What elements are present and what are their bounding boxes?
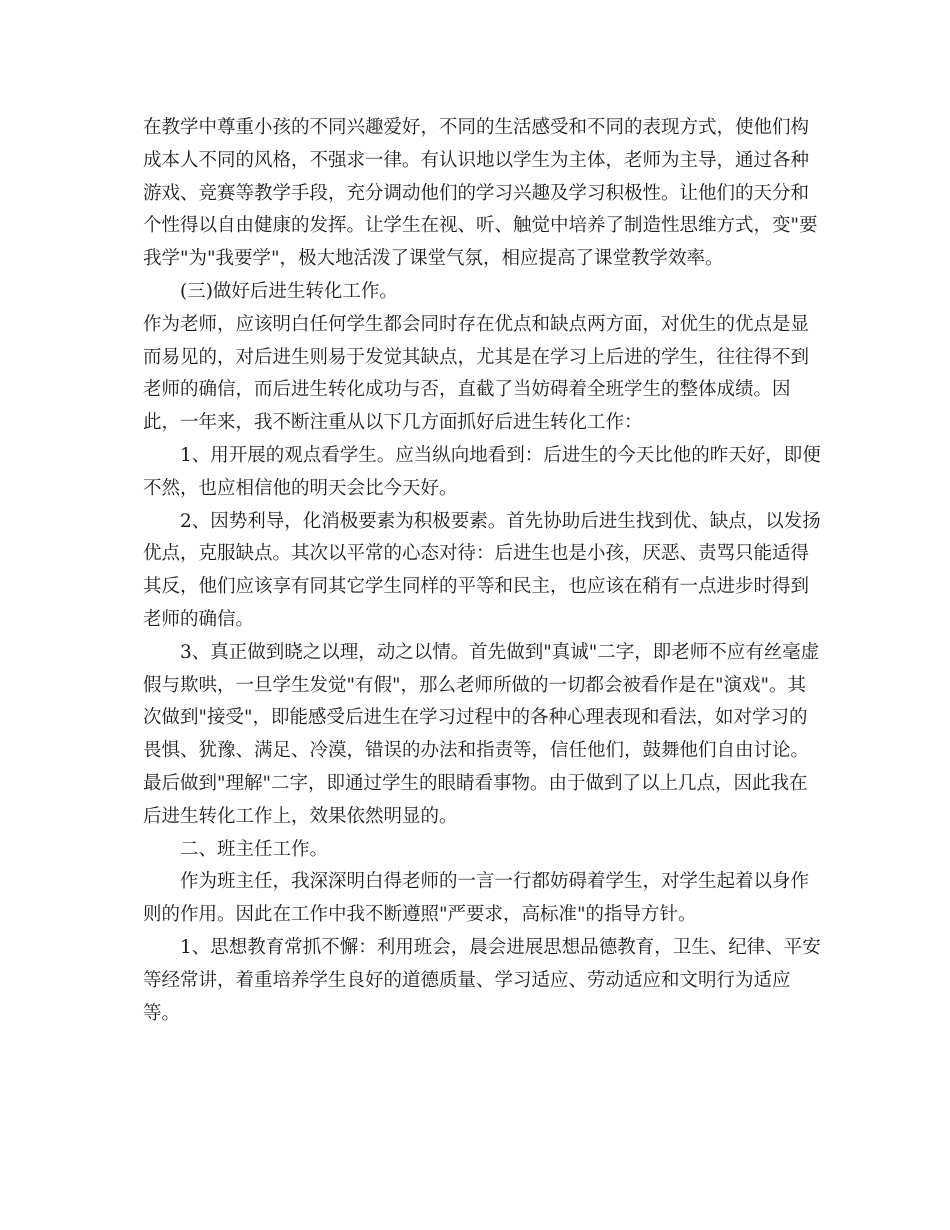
paragraph-point-3: 3、真正做到晓之以理，动之以情。首先做到"真诚"二字，即老师不应有丝毫虚假与欺哄，一旦学生发觉"有假"，那么老师所做的一切都会被看作是在"演戏"。其次做到"接受"，即能感受后进生在学习过程中的各种心理表现和看法，如对学习的畏惧、犹豫、满足、冷漠，错误的办法和指责等，信任他们，鼓舞他们自由讨论。最后做到"理解"二字，即通过学生的眼睛看事物。由于做到了以上几点，因此我在后进生转化工作上，效果依然明显的。	[143, 641, 820, 827]
section-heading-underachievers: (三)做好后进生转化工作。	[180, 280, 398, 302]
paragraph-underachievers-intro: 作为老师，应该明白任何学生都会同时存在优点和缺点两方面，对优生的优点是显而易见的，对后进生则易于发觉其缺点，尤其是在学习上后进的学生，往往得不到老师的确信，而后进生转化成功与否，直截了当妨碍着全班学生的整体成绩。因此，一年来，我不断注重从以下几方面抓好后进生转化工作：	[143, 313, 810, 434]
paragraph-point-2: 2、因势利导，化消极要素为积极要素。首先协助后进生找到优、缺点，以发扬优点，克服缺点。其次以平常的心态对待：后进生也是小孩，厌恶、责骂只能适得其反，他们应该享有同其它学生同样的平等和民主，也应该在稍有一点进步时得到老师的确信。	[143, 510, 821, 630]
paragraph-moral-education: 1、思想教育常抓不懈：利用班会，晨会进展思想品德教育，卫生、纪律、平安等经常讲，着重培养学生良好的道德质量、学习适应、劳动适应和文明行为适应等。	[143, 936, 821, 1024]
paragraph-point-1: 1、用开展的观点看学生。应当纵向地看到：后进生的今天比他的昨天好，即便不然，也应相信他的明天会比今天好。	[143, 444, 821, 499]
paragraph-class-teacher-intro: 作为班主任，我深深明白得老师的一言一行都妨碍着学生，对学生起着以身作则的作用。因此在工作中我不断遵照"严要求，高标准"的指导方针。	[143, 871, 810, 926]
section-heading-class-teacher: 二、班主任工作。	[180, 838, 329, 860]
paragraph-teaching-methods: 在教学中尊重小孩的不同兴趣爱好，不同的生活感受和不同的表现方式，使他们构成本人不同的风格，不强求一律。有认识地以学生为主体，老师为主导，通过各种游戏、竞赛等教学手段，充分调动他们的学习兴趣及学习积极性。让他们的天分和个性得以自由健康的发挥。让学生在视、听、触觉中培养了制造性思维方式，变"要我学"为"我要学"，极大地活泼了课堂气氛，相应提高了课堂教学效率。	[143, 117, 818, 270]
document-body	[143, 112, 823, 1030]
